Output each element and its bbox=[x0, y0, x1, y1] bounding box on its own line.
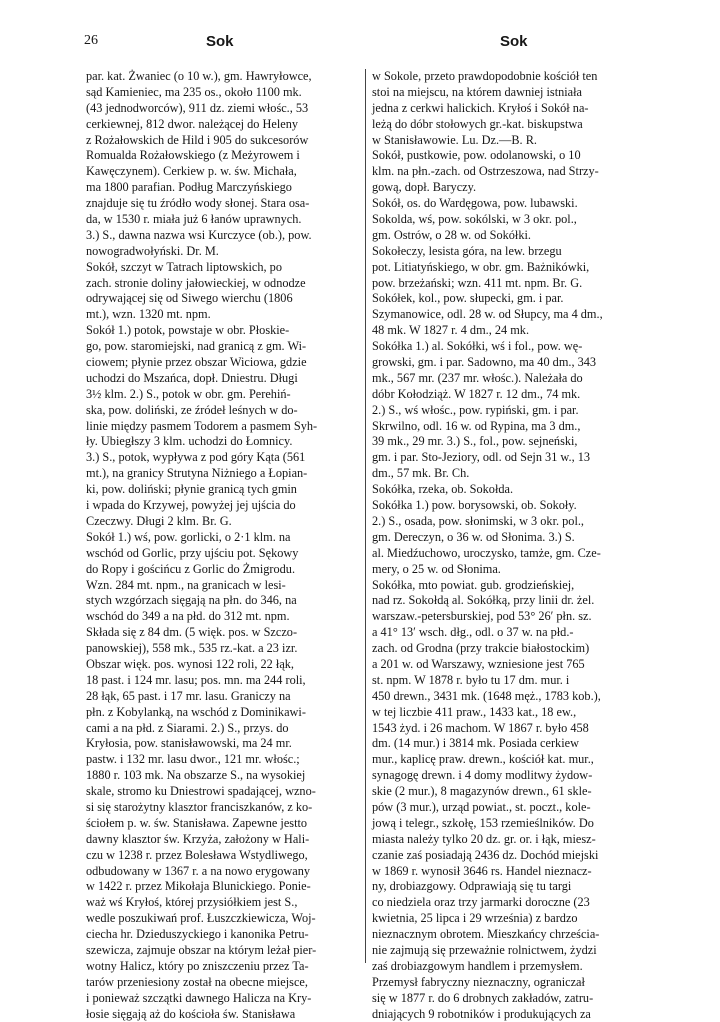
right-column-text-line: a 41° 13′ wsch. dłg., odl. o 37 w. na płd.- bbox=[372, 625, 574, 640]
right-column-text-line: al. Miedźuchowo, uroczysko, tamże, gm. Cze- bbox=[372, 545, 601, 560]
left-column-text-line: ściołem p. w. św. Stanisława. Zapewne jestto bbox=[86, 815, 308, 830]
left-column-text-line: w 1422 r. przez Mikołaja Blunickiego. Ponie- bbox=[86, 879, 311, 894]
right-column-text-line: Sokół, pustkowie, pow. odolanowski, o 10 bbox=[372, 148, 581, 163]
left-column-text-line: stych wzgórzach sięgają na płn. do 346, na bbox=[86, 593, 297, 608]
left-column-text-line: ma 1800 parafian. Podług Marczyńskiego bbox=[86, 180, 292, 195]
right-column bbox=[372, 69, 638, 1022]
right-column-text-line: zaś drobiazgowym handlem i przemysłem. bbox=[372, 958, 583, 973]
left-column-text-line: skale, stromo ku Dniestrowi spadającej, wzno- bbox=[86, 784, 316, 799]
page-header bbox=[0, 33, 720, 55]
left-column-text-line: ska, pow. doliński, ze źródeł leśnych w do- bbox=[86, 402, 298, 417]
left-column-text-line: odrywającej się od Siwego wierchu (1806 bbox=[86, 291, 293, 306]
right-column-text-line: co niedziela oraz trzy jarmarki doroczne (23 bbox=[372, 895, 590, 910]
left-column-text-line: par. kat. Żwaniec (o 10 w.), gm. Hawryłowce, bbox=[86, 69, 312, 83]
left-column-text-line: 28 łąk, 65 past. i 17 mr. lasu. Graniczy na bbox=[86, 688, 291, 703]
left-column-text-line: cami a na płd. z Siarami. 2.) S., przys. do bbox=[86, 720, 289, 735]
right-column-text-line: Sokółek, kol., pow. słupecki, gm. i par. bbox=[372, 291, 564, 306]
right-column-text-line: Skrwilno, odl. 16 w. od Rypina, ma 3 dm., bbox=[372, 418, 581, 433]
left-column-text-line: Czeczwy. Długi 2 klm. Br. G. bbox=[86, 513, 232, 528]
right-column-text-line: 450 drewn., 3431 mk. (1648 męż., 1783 kob.), bbox=[372, 688, 601, 703]
left-column-text-line: mt.), na granicy Strutyna Niżniego a Łopian- bbox=[86, 466, 308, 481]
left-column-text-line: 1880 r. 103 mk. Na obszarze S., na wysokiej bbox=[86, 768, 306, 783]
right-column-text-line: mery, o 25 w. od Słonima. bbox=[372, 561, 501, 576]
left-column-text-line: Obszar więk. pos. wynosi 122 roli, 22 łąk, bbox=[86, 656, 294, 671]
left-column-text-line: Sokół 1.) wś, pow. gorlicki, o 2·1 klm. na bbox=[86, 529, 291, 544]
left-column-text-line: i wpada do Krzywej, powyżej jej ujścia do bbox=[86, 498, 296, 513]
right-column-text-line: 2.) S., wś włośc., pow. rypiński, gm. i par. bbox=[372, 402, 579, 417]
left-column-text-line: tarów przeniesiony został na obecne miejsce, bbox=[86, 974, 308, 989]
right-column-text-line: dm., 57 mk. Br. Ch. bbox=[372, 466, 470, 481]
right-column-text-line: dniających 9 robotników i produkujących za bbox=[372, 1006, 591, 1021]
left-column-text-line: wschód do 349 a na płd. do 312 mt. npm. bbox=[86, 609, 290, 624]
right-column-text-line: gm. i par. Sto-Jeziory, odl. od Sejn 31 w., 13 bbox=[372, 450, 591, 465]
left-column-text-line: zach. stronie doliny jałowieckiej, w odnodze bbox=[86, 275, 306, 290]
left-column-text-line: łosie sięgają aż do kościoła św. Stanisława bbox=[86, 1006, 296, 1021]
right-column-text-line: ny, drobiazgowy. Odprawiają się tu targi bbox=[372, 879, 572, 894]
right-column-text-line: pów (3 mur.), urząd powiat., st. poczt., kole- bbox=[372, 799, 591, 814]
right-column-text-line: mk., 567 mr. (237 mr. włośc.). Należała do bbox=[372, 370, 583, 385]
right-column-text-line: nad rz. Sokołdą al. Sokółką, przy linii dr. żel. bbox=[372, 593, 595, 608]
right-column-text-line: nie zajmują się przeważnie rolnictwem, żydzi bbox=[372, 942, 597, 957]
left-column-text-line: wschód od Gorlic, przy ujściu pot. Sękowy bbox=[86, 545, 299, 560]
left-column-text-line: Kawęczynem). Cerkiew p. w. św. Michała, bbox=[86, 164, 297, 179]
left-column-text-line: da, w 1530 r. miała już 6 łanów uprawnych. bbox=[86, 212, 302, 227]
left-column-text-line: si się starożytny klasztor franciszkanów, z ko- bbox=[86, 799, 313, 814]
left-column-text-line: (43 jednodworców), 911 dz. ziemi włośc., 53 bbox=[86, 100, 309, 115]
left-column-text-line: Kryłosia, pow. stanisławowski, ma 24 mr. bbox=[86, 736, 292, 751]
right-column-text-line: Sokółka 1.) al. Sokółki, wś i fol., pow. wę- bbox=[372, 339, 583, 354]
left-column-text-line: znajduje się tu źródło wody słonej. Stara osa- bbox=[86, 196, 310, 211]
right-column-text-line: 2.) S., osada, pow. słonimski, w 3 okr. pol., bbox=[372, 513, 585, 528]
right-column-text-line: 39 mk., 29 mr. 3.) S., fol., pow. sejneński, bbox=[372, 434, 578, 449]
left-column-text-line: Romualda Rożałowskiego (z Meżyrowem i bbox=[86, 148, 300, 163]
left-column-text-line: odbudowany w 1367 r. a na nowo erygowany bbox=[86, 863, 311, 878]
left-column-text-line: ciecha hr. Dzieduszyckiego i kanonika Petru- bbox=[86, 927, 309, 942]
left-column-text-line: ły. Ubiegłszy 3 klm. uchodzi do Łomnicy. bbox=[86, 434, 293, 449]
right-column-text-line: gową, dopł. Baryczy. bbox=[372, 180, 477, 195]
left-column-text-line: ki, pow. doliński; płynie granicą tych gmin bbox=[86, 482, 297, 497]
left-column-text-line: panowskiej), 558 mk., 535 rz.-kat. a 23 izr. bbox=[86, 641, 298, 656]
running-headword-left: Sok bbox=[206, 33, 234, 50]
left-column-text-line: pastw. i 132 mr. lasu dwor., 121 mr. włośc.; bbox=[86, 752, 300, 767]
right-column-text-line: Sokolda, wś, pow. sokólski, w 3 okr. pol., bbox=[372, 212, 577, 227]
left-column-text-line: waż wś Kryłoś, której przysiółkiem jest S., bbox=[86, 895, 298, 910]
left-column-text-line: 3.) S., potok, wypływa z pod góry Kąta (561 bbox=[86, 450, 306, 465]
right-column-text-line: Przemysł fabryczny nieznaczny, ograniczał bbox=[372, 974, 585, 989]
left-column-text-line: 3½ klm. 2.) S., potok w obr. gm. Perehiń- bbox=[86, 386, 291, 401]
right-column-text-line: pot. Litiatyńskiego, w obr. gm. Bażnikówki, bbox=[372, 259, 590, 274]
right-column-text-line: Sokółka 1.) pow. borysowski, ob. Sokoły. bbox=[372, 498, 577, 513]
right-column-text-line: 48 mk. W 1827 r. 4 dm., 24 mk. bbox=[372, 323, 530, 338]
right-column-text-line: mur., kaplicę praw. drewn., kościół kat. mur., bbox=[372, 752, 594, 767]
right-column-text-line: jedna z cerkwi halickich. Kryłoś i Sokół na- bbox=[372, 100, 589, 115]
right-column-text-line: warszaw.-petersburskiej, pod 53° 26′ płn. sz. bbox=[372, 609, 592, 624]
running-headword-right: Sok bbox=[500, 33, 528, 50]
left-column-text-line: do Ropy i gościńcu z Gorlic do Żmigrodu. bbox=[86, 561, 296, 576]
right-column-text-line: 1543 żyd. i 26 machom. W 1867 r. było 458 bbox=[372, 720, 589, 735]
page-number: 26 bbox=[84, 33, 98, 48]
right-column-text-line: nieznacznym obrotem. Mieszkańcy chrześcia- bbox=[372, 927, 600, 942]
left-column-text-line: szewicza, zajmuje obszar na którym leżał pier- bbox=[86, 942, 317, 957]
right-column-text-line: gm. Dereczyn, o 36 w. od Słonima. 3.) S. bbox=[372, 529, 575, 544]
right-column-text-line: a 201 w. od Warszawy, wzniesione jest 765 bbox=[372, 656, 585, 671]
left-column-text-line: 3.) S., dawna nazwa wsi Kurczyce (ob.), pow. bbox=[86, 227, 312, 242]
right-column-text-line: Sokół, os. do Wardęgowa, pow. lubawski. bbox=[372, 196, 578, 211]
left-column-text-line: wedle poszukiwań prof. Łuszczkiewicza, Woj- bbox=[86, 911, 316, 926]
left-column bbox=[86, 69, 360, 1022]
left-column-text-line: cerkiewnej, 812 dwor. należącej do Heleny bbox=[86, 116, 299, 131]
right-column-text-line: skie (2 mur.), 8 magazynów drewn., 61 skle- bbox=[372, 784, 592, 799]
left-column-text-line: Sokół, szczyt w Tatrach liptowskich, po bbox=[86, 259, 282, 274]
right-column-text-line: Sokółka, rzeka, ob. Sokołda. bbox=[372, 482, 514, 497]
right-column-text-line: synagogę drewn. i 4 domy modlitwy żydow- bbox=[372, 768, 593, 783]
left-column-text-line: 18 past. i 124 mr. lasu; pos. mn. ma 244 roli, bbox=[86, 672, 306, 687]
right-column-text-line: się w 1877 r. do 6 drobnych zakładów, zatru- bbox=[372, 990, 594, 1005]
right-column-text-line: klm. na płn.-zach. od Ostrzeszowa, nad Strzy- bbox=[372, 164, 599, 179]
right-column-text-line: miasta należy tylko 20 dz. gr. or. i łąk, miesz- bbox=[372, 831, 596, 846]
left-column-text-line: uchodzi do Mszańca, dopł. Dniestru. Długi bbox=[86, 370, 298, 385]
left-column-text-line: Wzn. 284 mt. npm., na granicach w lesi- bbox=[86, 577, 286, 592]
right-column-text-line: w 1869 r. wynosił 3646 rs. Handel nieznacz- bbox=[372, 863, 592, 878]
left-column-text-line: go, pow. staromiejski, nad granicą z gm. Wi- bbox=[86, 339, 307, 354]
left-column-text-line: ciowem; płynie przez obszar Wiciowa, gdzie bbox=[86, 355, 307, 370]
right-column-text-line: gm. Ostrów, o 28 w. od Sokółki. bbox=[372, 227, 531, 242]
right-column-text-line: jową i telegr., szkołę, 153 rzemieślników. Do bbox=[372, 815, 594, 830]
right-column-text-line: Sokołeczy, lesista góra, na lew. brzegu bbox=[372, 243, 562, 258]
right-column-text-line: Szymanowice, odl. 28 w. od Słupcy, ma 4 dm., bbox=[372, 307, 603, 322]
left-column-text-line: i ponieważ szczątki dawnego Halicza na Kry- bbox=[86, 990, 312, 1005]
left-column-text-line: sąd Kamieniec, ma 235 os., około 1100 mk. bbox=[86, 84, 302, 99]
right-column-text-line: czanie zaś posiadają 2436 dz. Dochód miejski bbox=[372, 847, 599, 862]
right-column-text-line: Sokółka, mto powiat. gub. grodzieńskiej, bbox=[372, 577, 575, 592]
right-column-text-line: growski, gm. i par. Sadowno, ma 40 dm., 343 bbox=[372, 355, 597, 370]
right-column-text-line: dóbr Kołodziąż. W 1827 r. 12 dm., 74 mk. bbox=[372, 386, 581, 401]
right-column-text-line: leżą do dóbr stołowych gr.-kat. biskupstwa bbox=[372, 116, 583, 131]
right-column-text-line: dm. (14 mur.) i 3814 mk. Posiada cerkiew bbox=[372, 736, 579, 751]
left-column-text-line: linie między pasmem Todorem a pasmem Syh- bbox=[86, 418, 318, 433]
left-column-text-line: mt.), wzn. 1320 mt. npm. bbox=[86, 307, 211, 322]
left-column-text-line: z Rożałowskich de Hild i 905 do sukcesorów bbox=[86, 132, 309, 147]
left-column-text-line: płn. z Kobylanką, na wschód z Dominikawi- bbox=[86, 704, 306, 719]
left-column-text-line: Sokół 1.) potok, powstaje w obr. Płoskie- bbox=[86, 323, 290, 338]
left-column-text-line: wotny Halicz, który po zniszczeniu przez Ta- bbox=[86, 958, 309, 973]
right-column-text-line: zach. od Grodna (przy trakcie białostockim) bbox=[372, 641, 590, 656]
right-column-text-line: kwietnia, 25 lipca i 29 września) z bardzo bbox=[372, 911, 578, 926]
right-column-text-line: pow. brzeżański; wzn. 411 mt. npm. Br. G. bbox=[372, 275, 583, 290]
right-column-text-line: w Sokole, przeto prawdopodobnie kościół ten bbox=[372, 69, 598, 83]
left-column-text-line: nowogradwołyński. Dr. M. bbox=[86, 243, 219, 258]
right-column-text-line: w tej liczbie 411 praw., 1433 kat., 18 ew., bbox=[372, 704, 577, 719]
left-column-text-line: czu w 1238 r. przez Bolesława Wstydliwego, bbox=[86, 847, 308, 862]
left-column-text-line: Składa się z 84 dm. (5 więk. pos. w Szczo- bbox=[86, 625, 298, 640]
right-column-text-line: stoi na miejscu, na którem dawniej istniała bbox=[372, 84, 583, 99]
right-column-text-line: w Stanisławowie. Lu. Dz.—B. R. bbox=[372, 132, 537, 147]
left-column-text-line: dawny klasztor św. Krzyża, założony w Hali- bbox=[86, 831, 310, 846]
column-divider bbox=[365, 69, 366, 963]
right-column-text-line: st. npm. W 1878 r. było tu 17 dm. mur. i bbox=[372, 672, 570, 687]
